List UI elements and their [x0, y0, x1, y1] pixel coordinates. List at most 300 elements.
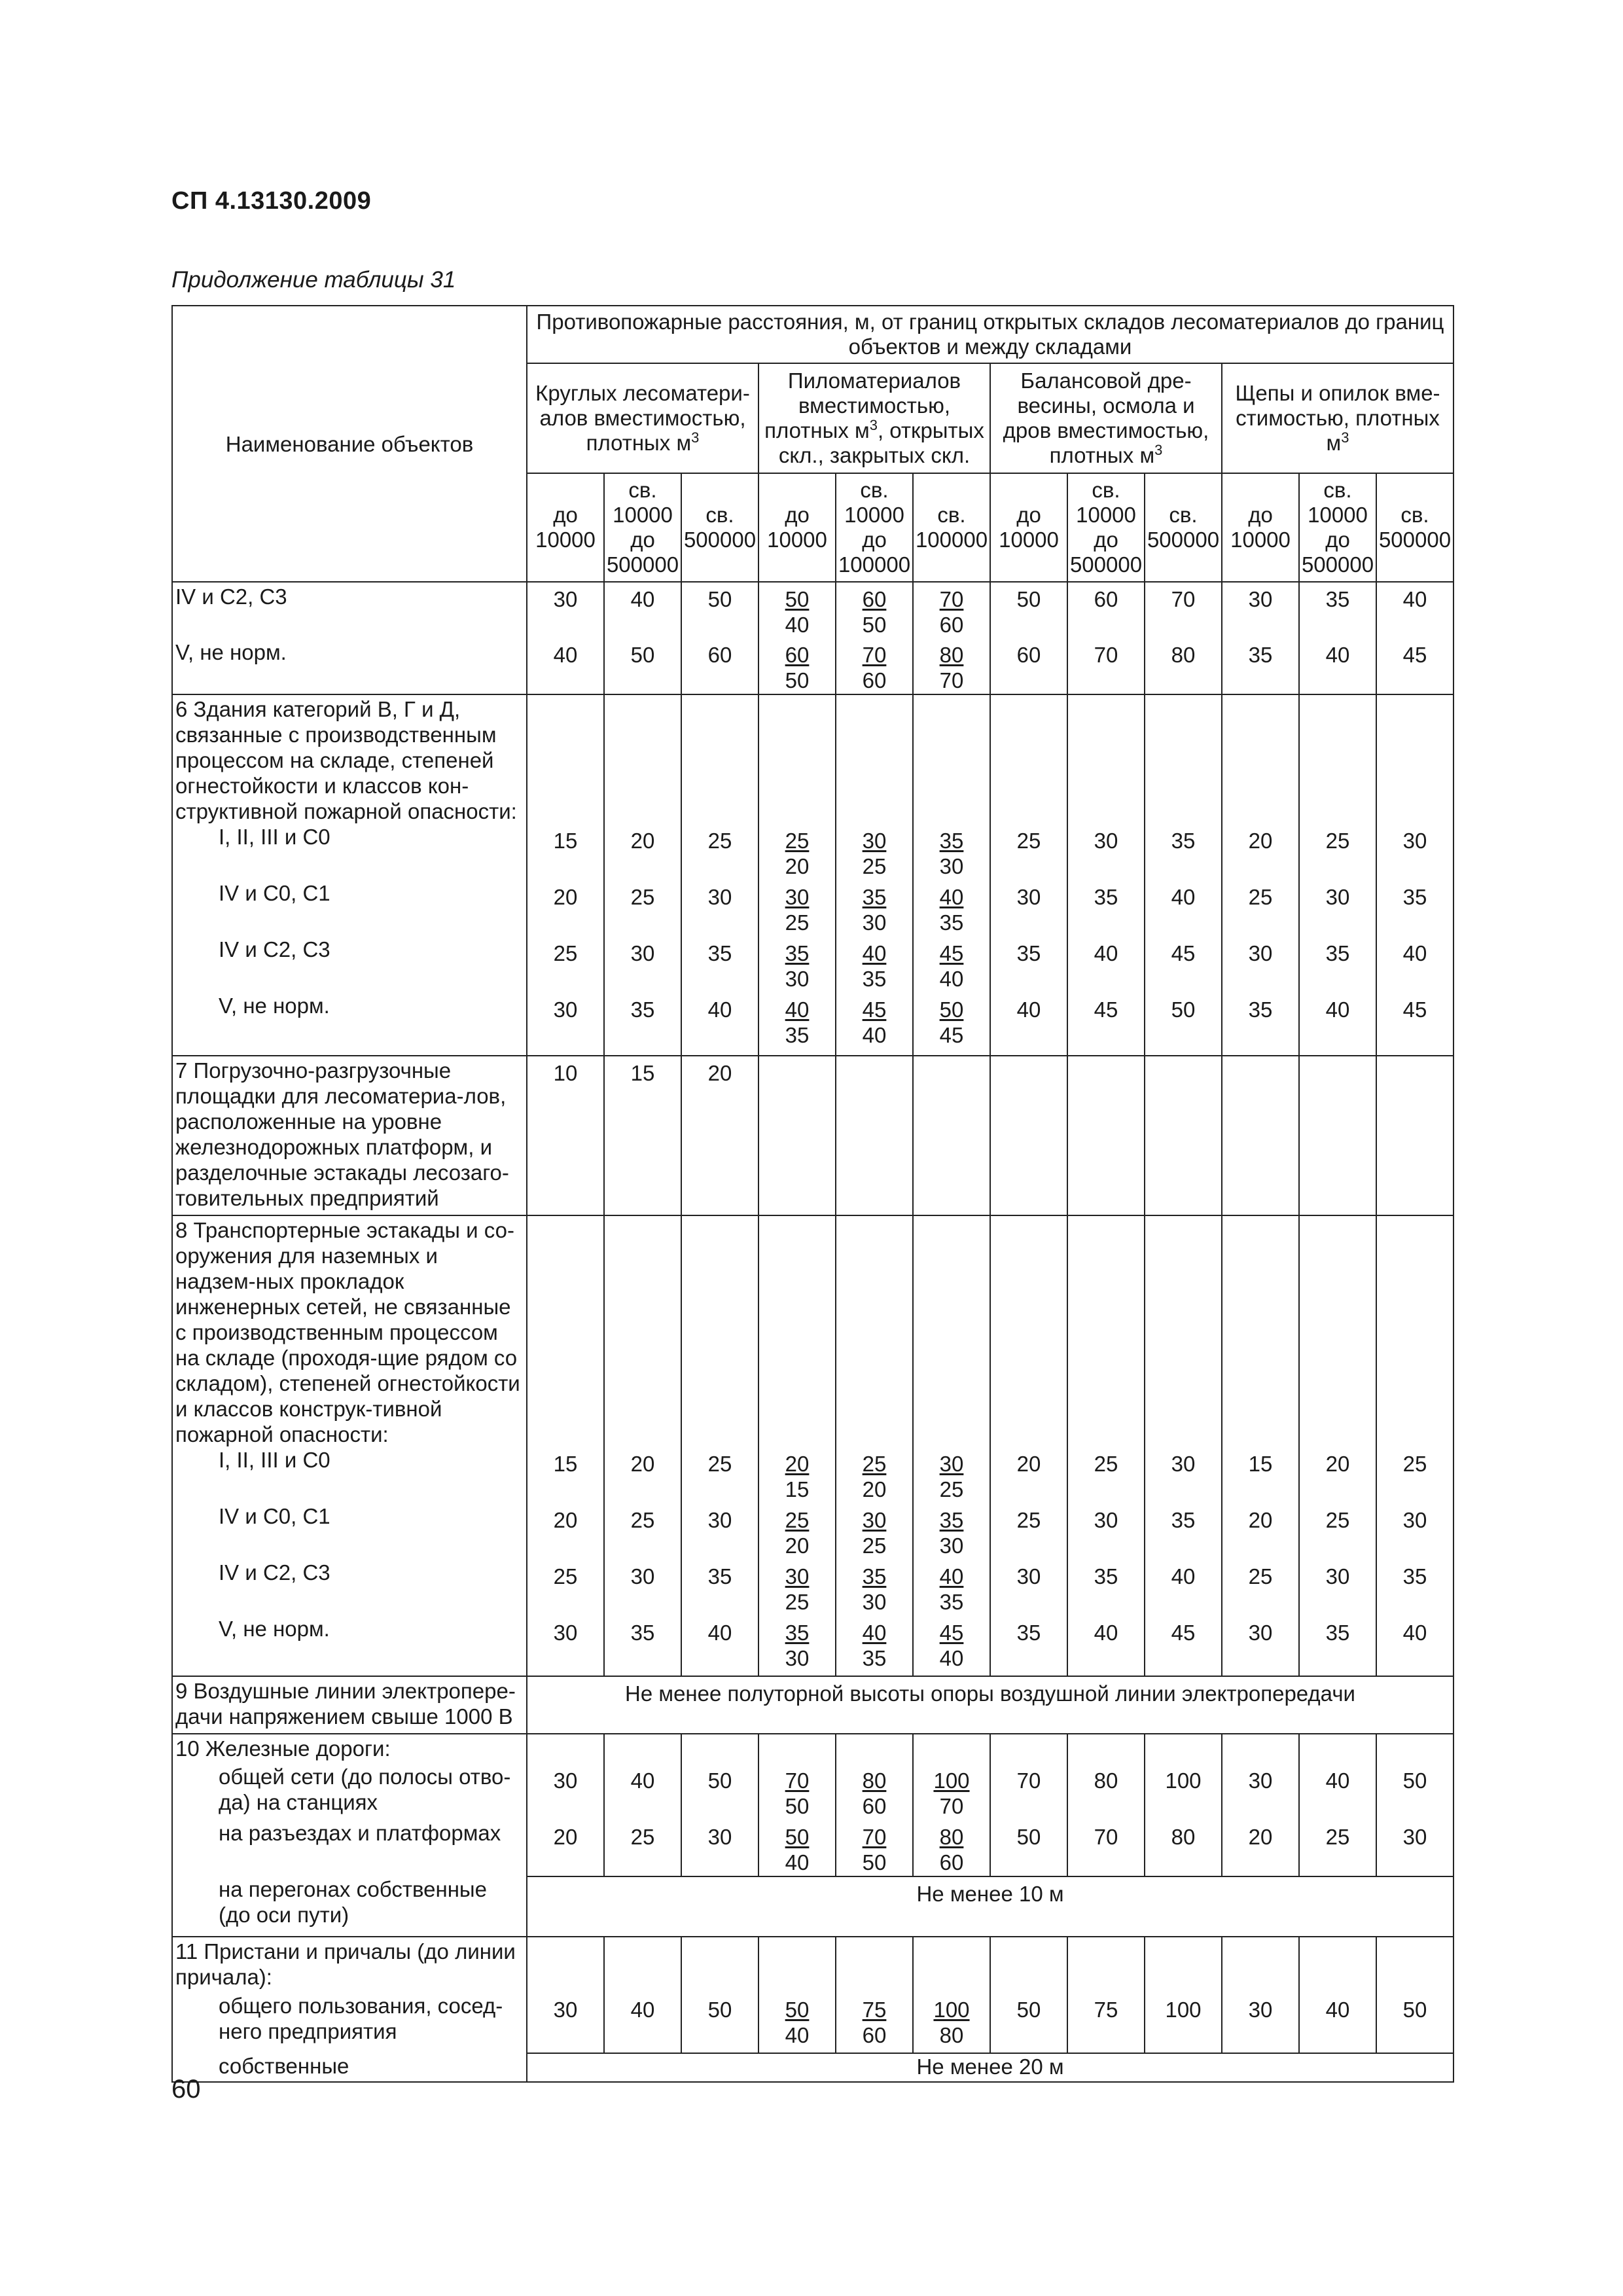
- value-cell: 15: [604, 1056, 681, 1215]
- row-name: I, II, III и С0: [172, 824, 527, 880]
- value-open-closed: [836, 937, 913, 993]
- value-cell: 45: [1376, 993, 1454, 1056]
- value-cell: 40: [1145, 1560, 1222, 1616]
- value-open-closed: [913, 1616, 990, 1676]
- value-cell: 70: [1067, 638, 1145, 694]
- empty-cell: [990, 1937, 1067, 1993]
- value-closed-storage: 30: [785, 967, 810, 991]
- value-cell: 30: [1067, 824, 1145, 880]
- value-open-storage: 35: [785, 1621, 810, 1645]
- value-open-closed: [913, 1503, 990, 1560]
- header-group-3: Балансовой дре-весины, осмола и дров вместимостью, плотных $м^3$: [990, 363, 1222, 473]
- value-open-storage: 80: [939, 1825, 964, 1849]
- header-names-column: Наименование объектов: [172, 306, 527, 582]
- value-cell: [990, 1056, 1067, 1215]
- value-closed-storage: 20: [785, 1534, 810, 1558]
- value-open-storage: 40: [862, 1621, 887, 1645]
- row-name: общей сети (до полосы отво-да) на станциях: [172, 1764, 527, 1820]
- header-main: Противопожарные расстояния, м, от границ открытых складов лесоматериалов до границ объектов и между складами: [527, 306, 1454, 363]
- value-open-storage: 25: [785, 1508, 810, 1532]
- value-cell: 20: [527, 880, 604, 937]
- value-closed-storage: 35: [862, 967, 887, 991]
- row-name: 11 Пристани и причалы (до линии причала):: [172, 1937, 527, 1993]
- value-closed-storage: 70: [939, 668, 964, 692]
- table-row: [172, 1993, 1454, 2053]
- value-cell: 40: [1376, 937, 1454, 993]
- value-open-closed: [836, 824, 913, 880]
- value-closed-storage: 40: [785, 613, 810, 637]
- value-cell: [1145, 1056, 1222, 1215]
- value-closed-storage: 15: [785, 1477, 810, 1501]
- value-cell: 80: [1145, 638, 1222, 694]
- value-open-closed: [758, 1503, 836, 1560]
- table-row: [172, 993, 1454, 1056]
- value-cell: 35: [604, 1616, 681, 1676]
- value-cell: 15: [527, 1447, 604, 1503]
- value-open-storage: 80: [939, 643, 964, 667]
- value-open-closed: [913, 1820, 990, 1876]
- value-open-storage: 25: [785, 829, 810, 853]
- empty-cell: [527, 694, 604, 824]
- header-subrange-4: до 10000: [758, 473, 836, 582]
- value-closed-storage: 80: [939, 2023, 964, 2047]
- value-cell: 30: [1299, 1560, 1376, 1616]
- value-cell: 30: [1376, 1820, 1454, 1876]
- row-name: IV и С2, С3: [172, 1560, 527, 1616]
- value-cell: 40: [1376, 1616, 1454, 1676]
- table-row: [172, 1056, 1454, 1215]
- empty-cell: [758, 1734, 836, 1764]
- value-open-storage: 80: [862, 1768, 887, 1793]
- empty-cell: [1067, 1937, 1145, 1993]
- empty-cell: [758, 1215, 836, 1447]
- page-number: 60: [171, 2075, 201, 2104]
- value-cell: 100: [1145, 1764, 1222, 1820]
- value-open-closed: [913, 937, 990, 993]
- value-cell: 45: [1067, 993, 1145, 1056]
- table-row: [172, 2053, 1454, 2082]
- value-open-closed: [836, 1503, 913, 1560]
- empty-cell: [1299, 1734, 1376, 1764]
- value-open-storage: 50: [939, 997, 964, 1022]
- value-open-closed: [758, 1447, 836, 1503]
- value-cell: 30: [681, 1503, 758, 1560]
- value-open-storage: 20: [785, 1452, 810, 1476]
- empty-cell: [1222, 1937, 1299, 1993]
- value-open-storage: 45: [939, 1621, 964, 1645]
- empty-cell: [681, 1215, 758, 1447]
- value-closed-storage: 30: [862, 1590, 887, 1614]
- value-cell: 80: [1067, 1764, 1145, 1820]
- value-cell: 30: [1376, 824, 1454, 880]
- value-open-storage: 30: [785, 1564, 810, 1588]
- row-spanning-value: Не менее 20 м: [527, 2053, 1454, 2082]
- value-open-storage: 100: [933, 1998, 970, 2022]
- value-cell: 20: [527, 1820, 604, 1876]
- value-cell: 25: [1222, 880, 1299, 937]
- value-cell: 35: [1067, 880, 1145, 937]
- value-cell: 20: [1222, 824, 1299, 880]
- value-cell: 25: [1067, 1447, 1145, 1503]
- table-row: [172, 1764, 1454, 1820]
- value-closed-storage: 50: [785, 1794, 810, 1818]
- empty-cell: [527, 1937, 604, 1993]
- row-name: IV и С0, С1: [172, 1503, 527, 1560]
- value-closed-storage: 35: [939, 910, 964, 935]
- value-open-storage: 75: [862, 1998, 887, 2022]
- value-closed-storage: 60: [862, 2023, 887, 2047]
- empty-cell: [681, 1937, 758, 1993]
- value-cell: [913, 1056, 990, 1215]
- empty-cell: [604, 1937, 681, 1993]
- value-open-closed: [836, 993, 913, 1056]
- value-open-closed: [758, 1820, 836, 1876]
- empty-cell: [527, 1734, 604, 1764]
- distance-table: [171, 305, 1454, 2083]
- value-open-storage: 35: [862, 1564, 887, 1588]
- value-cell: 40: [681, 993, 758, 1056]
- value-cell: 60: [1067, 582, 1145, 638]
- value-open-closed: [758, 1764, 836, 1820]
- value-cell: 40: [1376, 582, 1454, 638]
- value-cell: 25: [1376, 1447, 1454, 1503]
- value-open-storage: 70: [939, 587, 964, 611]
- header-subrange-5: св. 10000 до 100000: [836, 473, 913, 582]
- value-cell: 20: [1222, 1503, 1299, 1560]
- value-open-storage: 70: [785, 1768, 810, 1793]
- table-row: [172, 880, 1454, 937]
- value-open-closed: [836, 582, 913, 638]
- value-cell: 40: [604, 582, 681, 638]
- value-open-storage: 35: [939, 829, 964, 853]
- value-closed-storage: 40: [785, 1850, 810, 1874]
- value-cell: 50: [1376, 1993, 1454, 2053]
- value-cell: 30: [604, 937, 681, 993]
- value-cell: 25: [1299, 1503, 1376, 1560]
- value-cell: 30: [1145, 1447, 1222, 1503]
- value-cell: 50: [681, 1764, 758, 1820]
- value-cell: 25: [681, 824, 758, 880]
- table-row: [172, 694, 1454, 824]
- value-cell: 40: [1299, 1764, 1376, 1820]
- value-closed-storage: 30: [862, 910, 887, 935]
- empty-cell: [913, 1215, 990, 1447]
- empty-cell: [913, 694, 990, 824]
- empty-cell: [1145, 1937, 1222, 1993]
- value-cell: 40: [604, 1993, 681, 2053]
- empty-cell: [1376, 694, 1454, 824]
- value-closed-storage: 30: [939, 1534, 964, 1558]
- empty-cell: [1299, 1937, 1376, 1993]
- row-name: 7 Погрузочно-разгрузочные площадки для лесоматериа-лов, расположенные на уровне железнодорожных платформ, и разделочные эстакады лесозаго-товительных предприятий: [172, 1056, 527, 1215]
- value-closed-storage: 60: [939, 1850, 964, 1874]
- table-row: [172, 937, 1454, 993]
- value-cell: 20: [527, 1503, 604, 1560]
- empty-cell: [913, 1734, 990, 1764]
- row-name: V, не норм.: [172, 993, 527, 1056]
- empty-cell: [990, 1734, 1067, 1764]
- value-cell: 35: [1376, 1560, 1454, 1616]
- value-cell: 40: [527, 638, 604, 694]
- value-cell: 50: [681, 582, 758, 638]
- value-open-storage: 60: [862, 587, 887, 611]
- value-open-closed: [913, 1993, 990, 2053]
- value-open-closed: [836, 1820, 913, 1876]
- value-closed-storage: 30: [785, 1646, 810, 1670]
- row-spanning-value: Не менее 10 м: [527, 1876, 1454, 1937]
- empty-cell: [1376, 1215, 1454, 1447]
- empty-cell: [836, 1937, 913, 1993]
- value-open-storage: 45: [862, 997, 887, 1022]
- value-closed-storage: 60: [939, 613, 964, 637]
- empty-cell: [681, 1734, 758, 1764]
- value-cell: 50: [604, 638, 681, 694]
- empty-cell: [1376, 1937, 1454, 1993]
- table-row: [172, 582, 1454, 638]
- table-row: [172, 1937, 1454, 1993]
- value-open-closed: [758, 1560, 836, 1616]
- value-closed-storage: 25: [785, 910, 810, 935]
- table-row: [172, 1820, 1454, 1876]
- value-cell: 30: [1222, 1616, 1299, 1676]
- value-cell: 50: [1145, 993, 1222, 1056]
- value-closed-storage: 60: [862, 668, 887, 692]
- value-closed-storage: 25: [785, 1590, 810, 1614]
- table-row: [172, 1215, 1454, 1447]
- value-closed-storage: 50: [862, 613, 887, 637]
- value-open-closed: [913, 880, 990, 937]
- empty-cell: [758, 694, 836, 824]
- value-closed-storage: 35: [785, 1023, 810, 1047]
- header-subrange-9: св. 500000: [1145, 473, 1222, 582]
- value-cell: 35: [1222, 993, 1299, 1056]
- value-cell: 70: [1067, 1820, 1145, 1876]
- value-cell: [1222, 1056, 1299, 1215]
- value-cell: 70: [1145, 582, 1222, 638]
- value-cell: 20: [681, 1056, 758, 1215]
- empty-cell: [836, 1734, 913, 1764]
- value-closed-storage: 40: [939, 967, 964, 991]
- value-open-storage: 40: [939, 1564, 964, 1588]
- value-cell: 25: [527, 1560, 604, 1616]
- value-cell: 45: [1145, 937, 1222, 993]
- header-subrange-6: св. 100000: [913, 473, 990, 582]
- value-cell: 25: [604, 1820, 681, 1876]
- empty-cell: [836, 1215, 913, 1447]
- value-cell: 30: [527, 1764, 604, 1820]
- value-cell: 25: [1299, 824, 1376, 880]
- value-closed-storage: 60: [862, 1794, 887, 1818]
- empty-cell: [758, 1937, 836, 1993]
- value-cell: 50: [1376, 1764, 1454, 1820]
- empty-cell: [604, 694, 681, 824]
- value-open-closed: [913, 582, 990, 638]
- header-group-2: Пиломатериалов вместимостью, плотных $м^3$, открытых скл., закрытых скл.: [758, 363, 990, 473]
- value-cell: 50: [681, 1993, 758, 2053]
- value-cell: 25: [604, 1503, 681, 1560]
- header-subrange-2: св. 10000 до 500000: [604, 473, 681, 582]
- value-open-storage: 50: [785, 587, 810, 611]
- value-cell: 35: [1145, 1503, 1222, 1560]
- empty-cell: [913, 1937, 990, 1993]
- row-name: 8 Транспортерные эстакады и со-оружения для наземных и надзем-ных прокладок инженерных сетей, не связанные с производственным процессом на складе (проходя-щие рядом со складом), степеней огнестойкости и классов конструк-тивной пожарной опасности:: [172, 1215, 527, 1447]
- value-cell: 40: [1299, 638, 1376, 694]
- empty-cell: [1067, 1734, 1145, 1764]
- value-open-closed: [836, 638, 913, 694]
- value-cell: 25: [681, 1447, 758, 1503]
- empty-cell: [604, 1734, 681, 1764]
- value-cell: 40: [1299, 993, 1376, 1056]
- value-cell: 35: [681, 1560, 758, 1616]
- value-cell: 25: [1222, 1560, 1299, 1616]
- value-cell: 40: [1067, 1616, 1145, 1676]
- row-name: общего пользования, сосед-него предприятия: [172, 1993, 527, 2053]
- header-group-4: Щепы и опилок вме-стимостью, плотных $м^3$: [1222, 363, 1454, 473]
- value-open-storage: 40: [862, 941, 887, 965]
- value-open-closed: [836, 880, 913, 937]
- row-spanning-value: Не менее полуторной высоты опоры воздушной линии электропередачи: [527, 1676, 1454, 1734]
- value-open-closed: [913, 993, 990, 1056]
- value-open-storage: 35: [785, 941, 810, 965]
- value-cell: 25: [604, 880, 681, 937]
- value-cell: 25: [990, 1503, 1067, 1560]
- value-cell: 30: [990, 880, 1067, 937]
- value-open-closed: [836, 1993, 913, 2053]
- value-open-storage: 100: [933, 1768, 970, 1793]
- value-cell: 40: [990, 993, 1067, 1056]
- value-open-storage: 70: [862, 1825, 887, 1849]
- value-cell: 100: [1145, 1993, 1222, 2053]
- empty-cell: [681, 694, 758, 824]
- header-subrange-1: до 10000: [527, 473, 604, 582]
- empty-cell: [1299, 1215, 1376, 1447]
- row-name: IV и С2, С3: [172, 582, 527, 638]
- value-cell: 30: [681, 1820, 758, 1876]
- value-cell: 10: [527, 1056, 604, 1215]
- value-open-storage: 40: [939, 885, 964, 909]
- value-closed-storage: 40: [939, 1646, 964, 1670]
- value-closed-storage: 35: [862, 1646, 887, 1670]
- header-subrange-7: до 10000: [990, 473, 1067, 582]
- value-cell: [1376, 1056, 1454, 1215]
- value-cell: 40: [604, 1764, 681, 1820]
- value-cell: 30: [1222, 1764, 1299, 1820]
- row-name: на перегонах собственные (до оси пути): [172, 1876, 527, 1937]
- empty-cell: [1222, 1215, 1299, 1447]
- value-open-storage: 35: [939, 1508, 964, 1532]
- document-code: СП 4.13130.2009: [171, 187, 372, 215]
- empty-cell: [1067, 1215, 1145, 1447]
- empty-cell: [1376, 1734, 1454, 1764]
- value-cell: 30: [990, 1560, 1067, 1616]
- value-cell: 30: [1376, 1503, 1454, 1560]
- empty-cell: [1299, 694, 1376, 824]
- value-cell: 45: [1376, 638, 1454, 694]
- value-cell: 35: [990, 1616, 1067, 1676]
- value-closed-storage: 45: [939, 1023, 964, 1047]
- value-open-storage: 30: [785, 885, 810, 909]
- value-cell: 30: [527, 1993, 604, 2053]
- value-open-closed: [758, 993, 836, 1056]
- value-open-closed: [758, 1616, 836, 1676]
- value-closed-storage: 30: [939, 854, 964, 878]
- table-caption: Придолжение таблицы 31: [171, 267, 456, 293]
- value-cell: 35: [1067, 1560, 1145, 1616]
- value-cell: 35: [604, 993, 681, 1056]
- value-cell: 35: [1299, 582, 1376, 638]
- value-cell: 20: [990, 1447, 1067, 1503]
- row-name: IV и С0, С1: [172, 880, 527, 937]
- value-open-storage: 35: [862, 885, 887, 909]
- value-cell: 60: [990, 638, 1067, 694]
- empty-cell: [1145, 1734, 1222, 1764]
- value-cell: 20: [1222, 1820, 1299, 1876]
- row-name: V, не норм.: [172, 638, 527, 694]
- value-cell: 25: [990, 824, 1067, 880]
- value-cell: 45: [1145, 1616, 1222, 1676]
- value-closed-storage: 50: [785, 668, 810, 692]
- value-cell: 20: [604, 1447, 681, 1503]
- value-closed-storage: 50: [862, 1850, 887, 1874]
- header-subrange-3: св. 500000: [681, 473, 758, 582]
- value-open-storage: 45: [939, 941, 964, 965]
- value-cell: 20: [1299, 1447, 1376, 1503]
- value-closed-storage: 25: [939, 1477, 964, 1501]
- header-subrange-11: св. 10000 до 500000: [1299, 473, 1376, 582]
- value-open-closed: [836, 1616, 913, 1676]
- value-cell: 35: [990, 937, 1067, 993]
- value-cell: 35: [681, 937, 758, 993]
- table-row: [172, 824, 1454, 880]
- value-cell: 40: [1145, 880, 1222, 937]
- value-cell: 35: [1299, 937, 1376, 993]
- value-cell: 60: [681, 638, 758, 694]
- row-name: на разъездах и платформах: [172, 1820, 527, 1876]
- value-cell: 35: [1376, 880, 1454, 937]
- value-open-storage: 25: [862, 1452, 887, 1476]
- empty-cell: [990, 1215, 1067, 1447]
- value-cell: 15: [527, 824, 604, 880]
- value-open-closed: [836, 1447, 913, 1503]
- value-closed-storage: 40: [785, 2023, 810, 2047]
- value-cell: [758, 1056, 836, 1215]
- empty-cell: [1222, 694, 1299, 824]
- value-open-closed: [913, 1447, 990, 1503]
- value-cell: 50: [990, 582, 1067, 638]
- value-cell: 75: [1067, 1993, 1145, 2053]
- value-open-closed: [836, 1764, 913, 1820]
- value-open-closed: [758, 1993, 836, 2053]
- value-open-closed: [913, 824, 990, 880]
- value-cell: 30: [527, 582, 604, 638]
- value-cell: 50: [990, 1993, 1067, 2053]
- value-open-closed: [913, 638, 990, 694]
- value-open-storage: 30: [862, 829, 887, 853]
- empty-cell: [1067, 694, 1145, 824]
- value-cell: 30: [604, 1560, 681, 1616]
- value-cell: 40: [681, 1616, 758, 1676]
- row-name: IV и С2, С3: [172, 937, 527, 993]
- value-open-storage: 50: [785, 1998, 810, 2022]
- value-closed-storage: 25: [862, 854, 887, 878]
- value-open-closed: [913, 1560, 990, 1616]
- value-open-closed: [836, 1560, 913, 1616]
- row-name: I, II, III и С0: [172, 1447, 527, 1503]
- value-cell: 40: [1299, 1993, 1376, 2053]
- value-open-closed: [758, 937, 836, 993]
- value-open-storage: 30: [862, 1508, 887, 1532]
- table-row: [172, 1503, 1454, 1560]
